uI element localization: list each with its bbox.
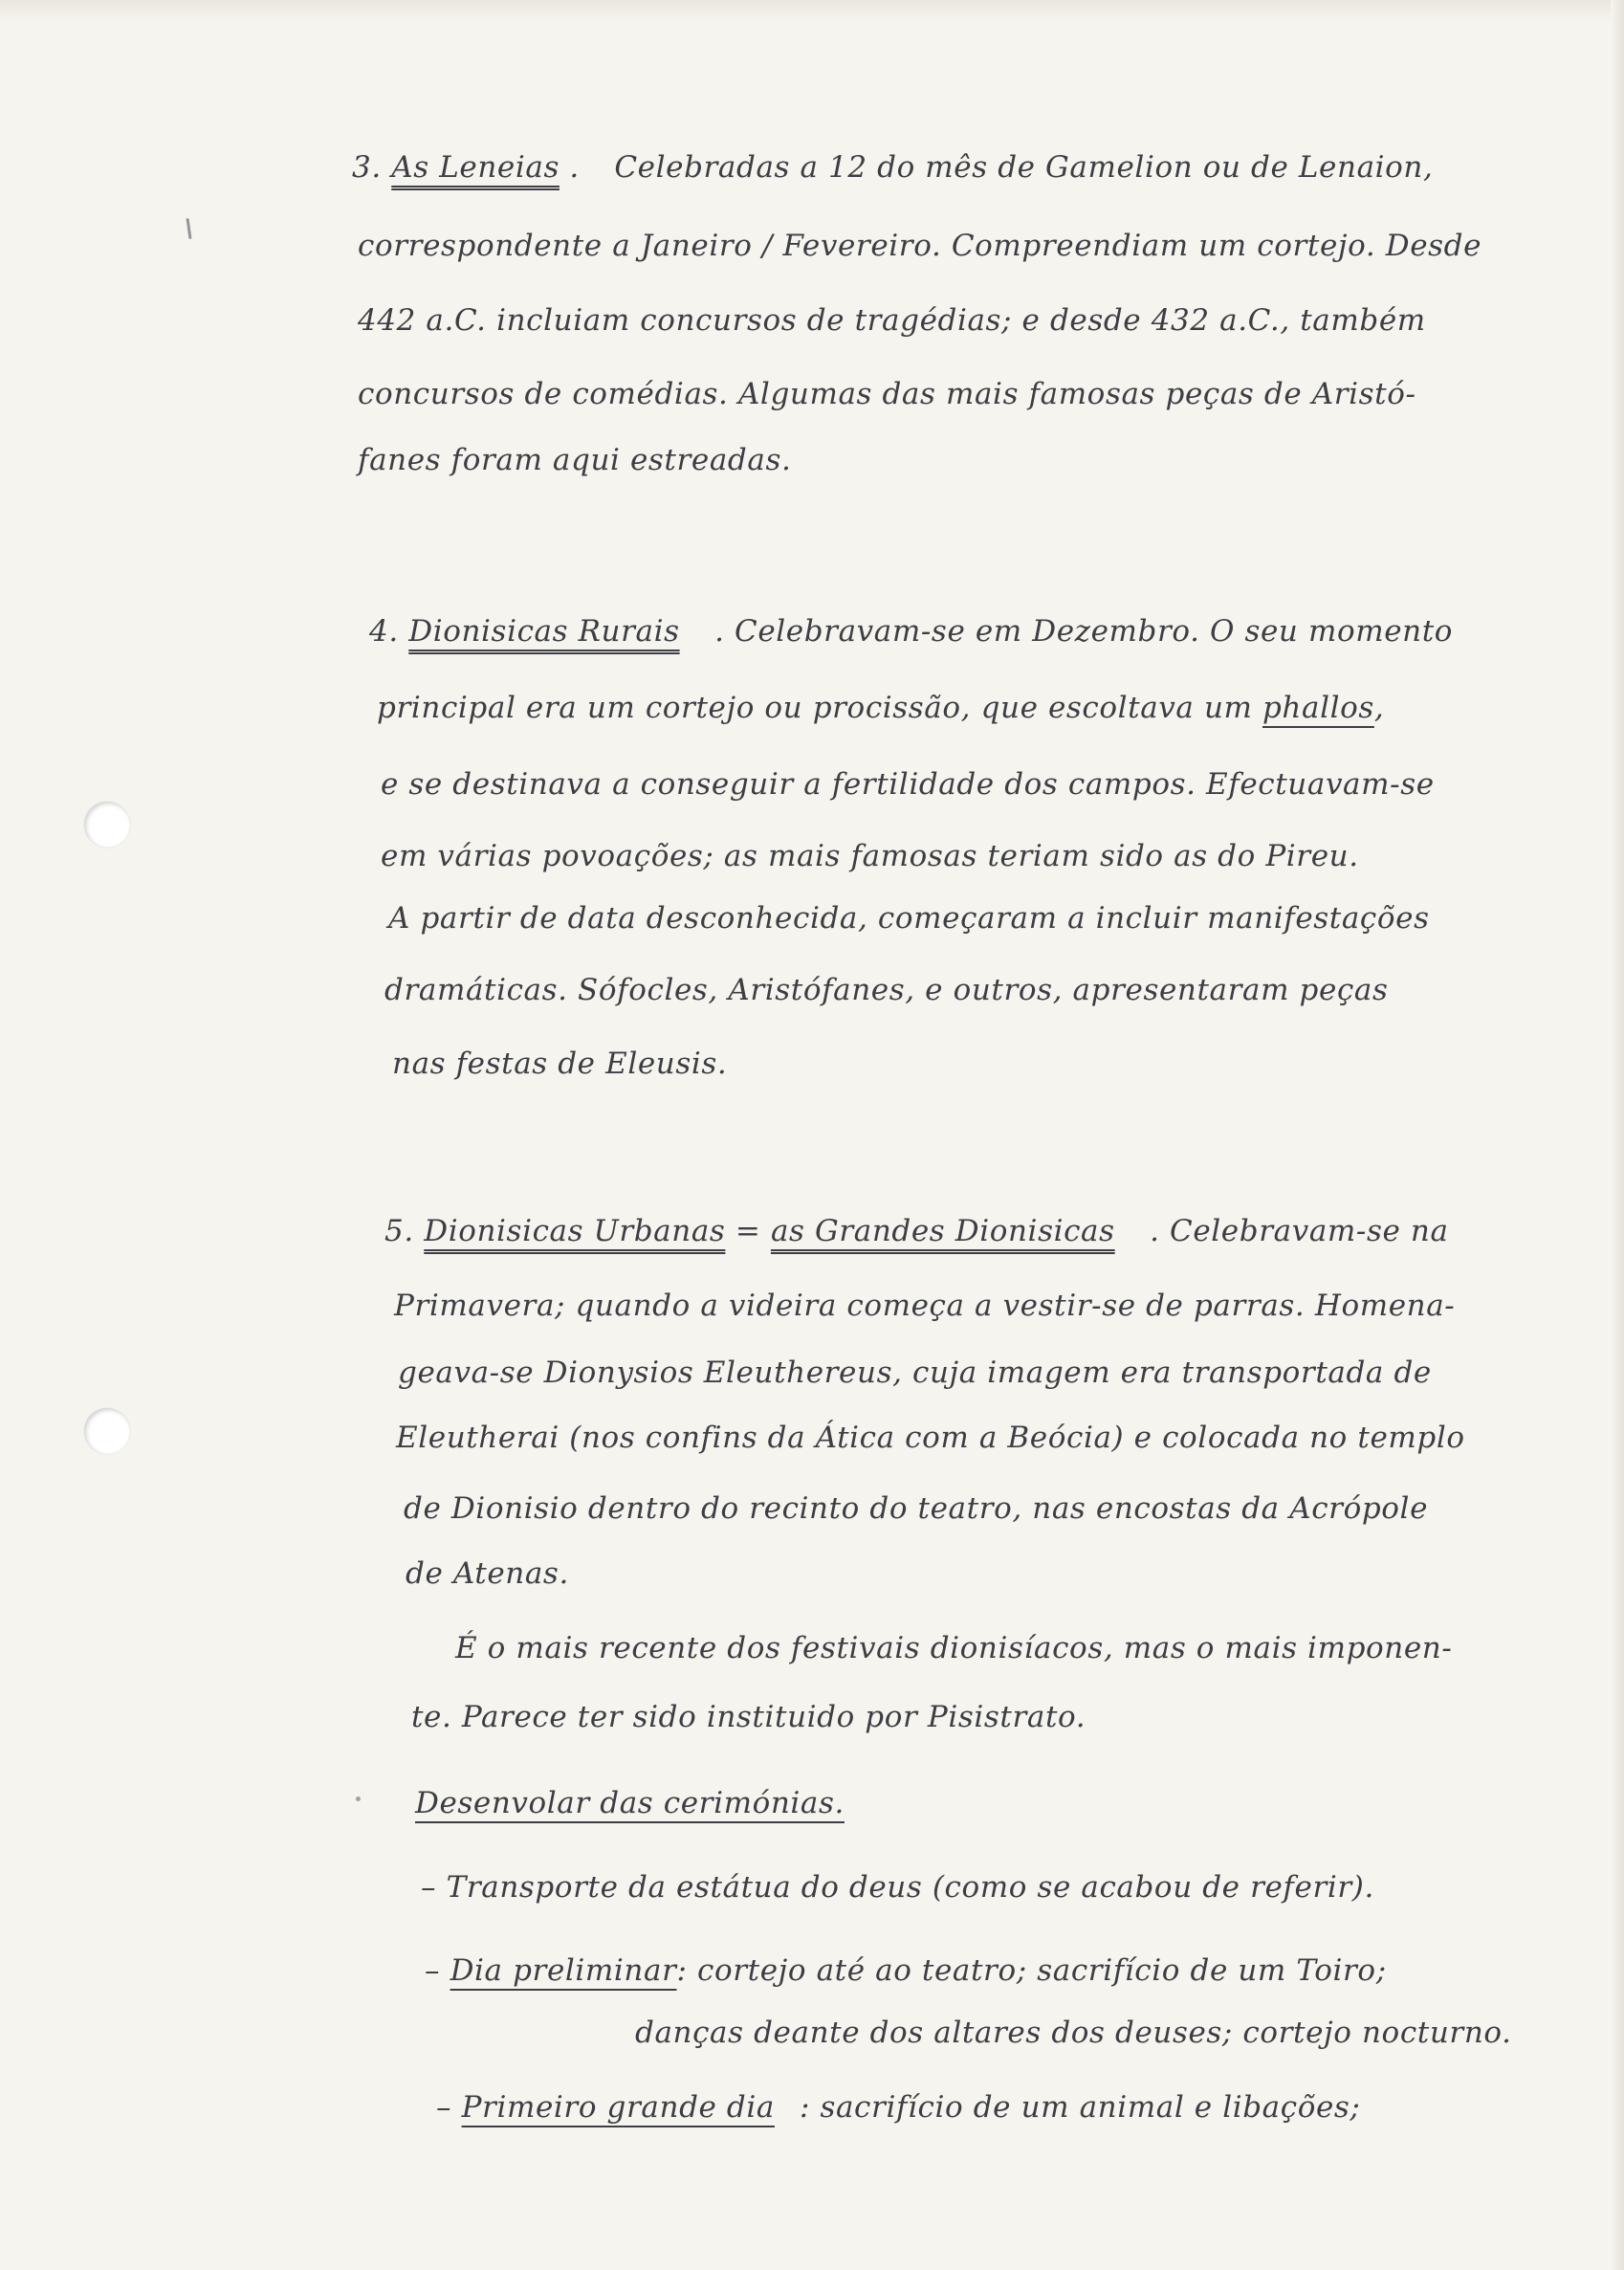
punch-hole-lower bbox=[84, 1408, 130, 1454]
section-3-title: As Leneias bbox=[391, 150, 560, 185]
section-5-alt-title: as Grandes Dionisicas bbox=[770, 1214, 1115, 1248]
section-5-title: Dionisicas Urbanas bbox=[424, 1214, 726, 1248]
bullet-dash: – bbox=[421, 1870, 437, 1905]
pencil-dot bbox=[356, 1796, 361, 1801]
section-4-line-6: dramáticas. Sófocles, Aristófanes, e outros, apresentaram peças bbox=[384, 973, 1389, 1007]
ceremony-item-2-detail: : cortejo até ao teatro; sacrifício de um Toiro; bbox=[676, 1953, 1387, 1988]
ceremony-item-1-label: Transporte da estátua do deus (como se acabou de referir). bbox=[446, 1870, 1374, 1905]
section-4-line-1: . Celebravam-se em Dezembro. O seu momento bbox=[714, 614, 1454, 649]
section-3-line-4: concursos de comédias. Algumas das mais famosas peças de Aristó- bbox=[358, 377, 1416, 411]
section-3-line-5: fanes foram aqui estreadas. bbox=[358, 443, 792, 477]
section-4-line-7: nas festas de Eleusis. bbox=[392, 1047, 728, 1081]
section-5-equals: = bbox=[735, 1214, 761, 1248]
section-5-line-7: É o mais recente dos festivais dionisíacos, mas o mais imponen- bbox=[455, 1631, 1453, 1665]
section-5-line-4: Eleutherai (nos confins da Ática com a Beócia) e colocada no templo bbox=[396, 1421, 1465, 1455]
section-5-line-8: te. Parece ter sido instituido por Pisistrato. bbox=[411, 1700, 1086, 1734]
ceremony-item-1 bbox=[421, 1870, 1374, 1905]
ceremonies-heading: Desenvolar das cerimónias. bbox=[415, 1786, 845, 1820]
punch-hole-upper bbox=[84, 802, 130, 848]
bullet-dash: – bbox=[436, 2090, 452, 2125]
section-5-line-6: de Atenas. bbox=[406, 1556, 569, 1591]
section-4-line-2-text: principal era um cortejo ou procissão, que escoltava um bbox=[377, 691, 1253, 725]
pencil-mark bbox=[186, 218, 191, 239]
section-3-line-3: 442 a.C. incluiam concursos de tragédias; e desde 432 a.C., também bbox=[358, 303, 1426, 338]
section-4-line-4: em várias povoações; as mais famosas teriam sido as do Pireu. bbox=[381, 839, 1359, 873]
section-3-line-2: correspondente a Janeiro / Fevereiro. Compreendiam um cortejo. Desde bbox=[358, 229, 1482, 263]
section-4-title: Dionisicas Rurais bbox=[408, 614, 680, 649]
section-5-line-2: Primavera; quando a videira começa a vestir-se de parras. Homena- bbox=[394, 1289, 1456, 1323]
section-5-heading-line bbox=[384, 1214, 1449, 1248]
section-5-line-1: . Celebravam-se na bbox=[1150, 1214, 1449, 1248]
ceremony-item-3-label: Primeiro grande dia bbox=[461, 2090, 775, 2125]
section-3-number: 3. bbox=[352, 150, 382, 185]
ceremony-item-3-detail: : sacrifício de um animal e libações; bbox=[799, 2090, 1361, 2125]
phallos-term: phallos bbox=[1262, 691, 1374, 725]
section-3-line-1: Celebradas a 12 do mês de Gamelion ou de Lenaion, bbox=[614, 150, 1434, 185]
section-4-number: 4. bbox=[369, 614, 399, 649]
section-5-line-5: de Dionisio dentro do recinto do teatro, nas encostas da Acrópole bbox=[404, 1491, 1429, 1526]
ceremony-item-2-continuation: danças deante dos altares dos deuses; cortejo nocturno. bbox=[635, 2016, 1512, 2050]
page-right-edge bbox=[1611, 0, 1624, 2270]
section-5-line-3: geava-se Dionysios Eleuthereus, cuja imagem era transportada de bbox=[398, 1355, 1432, 1390]
section-4-line-2-comma: , bbox=[1373, 691, 1385, 725]
section-5-number: 5. bbox=[384, 1214, 414, 1248]
ceremony-item-2 bbox=[425, 1953, 1387, 1988]
section-4-heading-line bbox=[369, 614, 1454, 649]
bullet-dash: – bbox=[425, 1953, 441, 1988]
ceremony-item-2-label: Dia preliminar bbox=[450, 1953, 677, 1988]
section-3-heading-line: 3. As Leneias . Celebradas a 12 do mês de Gamelion ou de Lenaion, bbox=[352, 150, 1434, 185]
section-4-line-2 bbox=[377, 691, 1385, 725]
page-top-edge bbox=[0, 0, 1624, 21]
ceremony-item-3 bbox=[436, 2090, 1361, 2125]
section-4-line-5: A partir de data desconhecida, começaram a incluir manifestações bbox=[388, 901, 1430, 936]
section-4-line-3: e se destinava a conseguir a fertilidade dos campos. Efectuavam-se bbox=[381, 767, 1435, 802]
